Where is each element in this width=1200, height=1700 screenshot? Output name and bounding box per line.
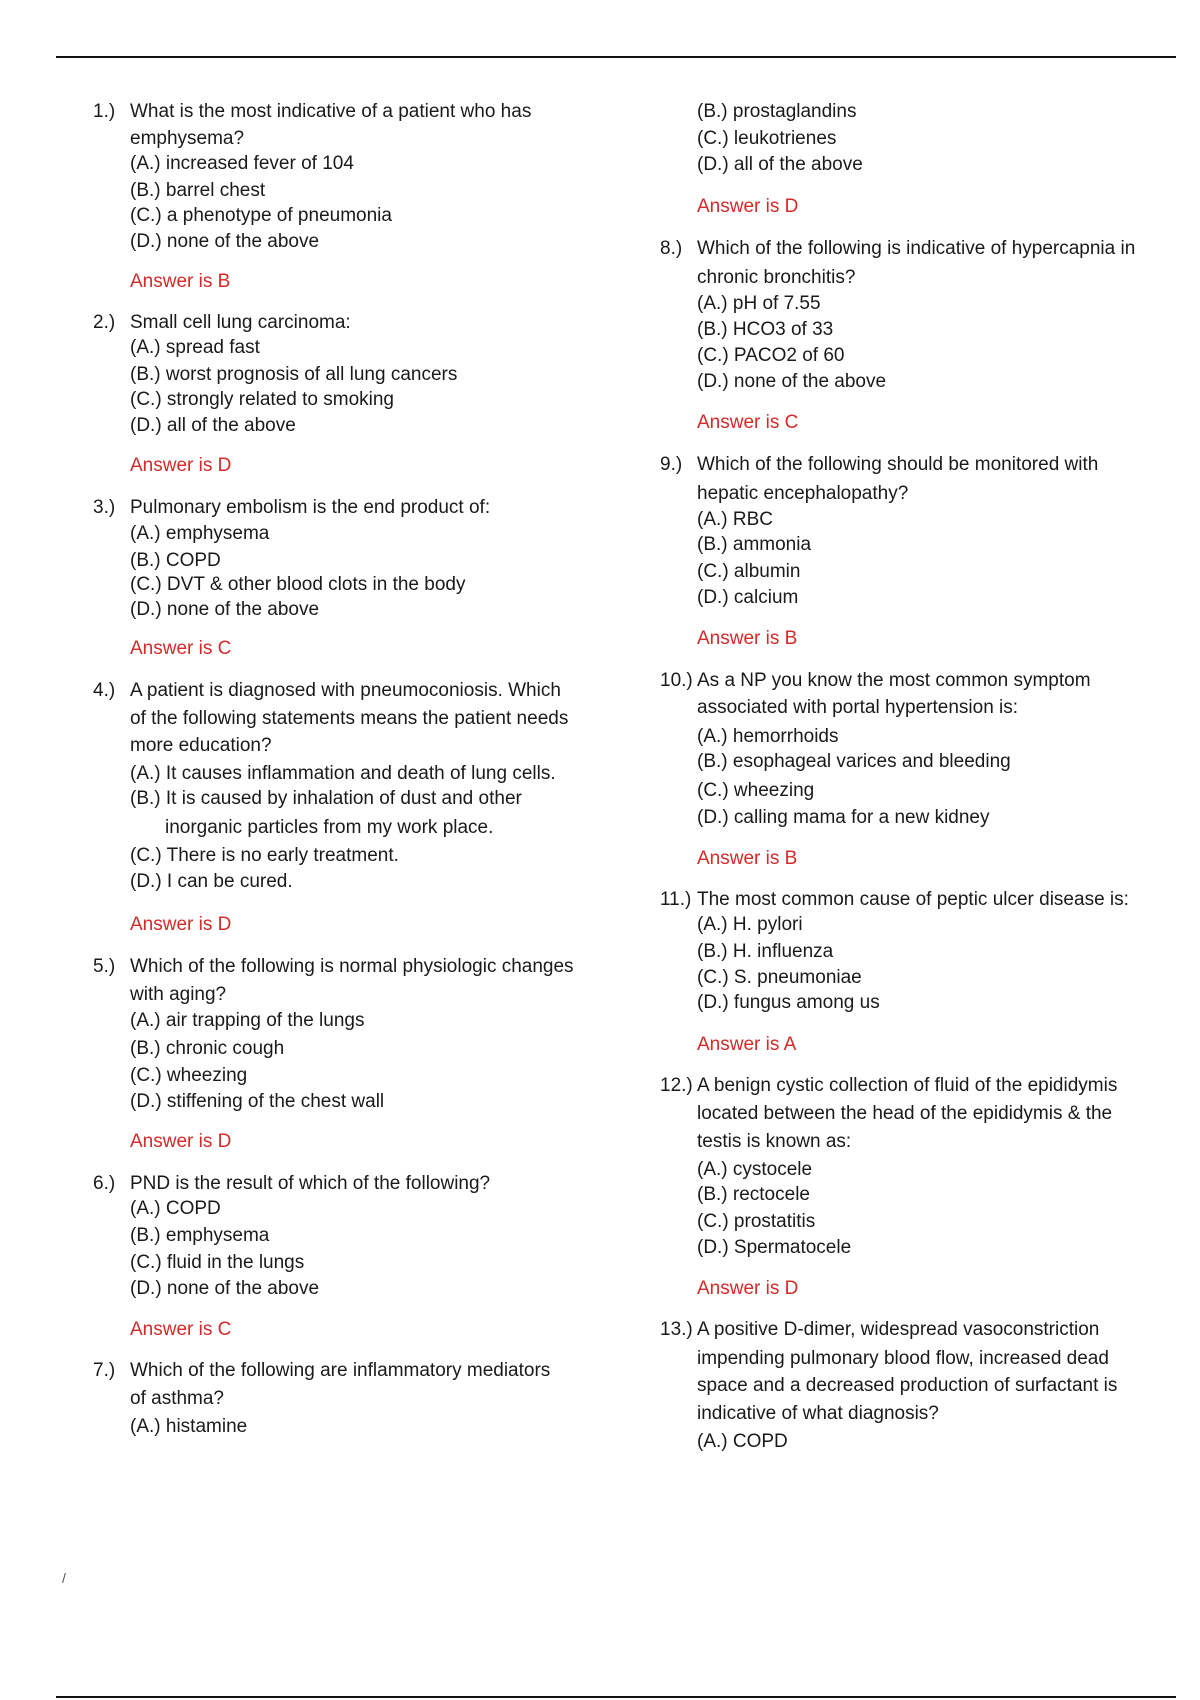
bottom-rule	[56, 1696, 1176, 1698]
question-7-option: (B.) prostaglandins	[697, 101, 857, 122]
question-10-answer: Answer is B	[697, 848, 798, 869]
question-3-option: (B.) COPD	[130, 550, 221, 571]
question-4-text-line: of the following statements means the patient needs	[130, 708, 569, 729]
question-4-answer: Answer is D	[130, 914, 232, 935]
question-13-option: (A.) COPD	[697, 1431, 788, 1452]
question-4-text-line: A patient is diagnosed with pneumoconiosis. Which	[130, 680, 561, 701]
question-3-option: (D.) none of the above	[130, 599, 320, 620]
question-5-text-line: with aging?	[130, 984, 227, 1005]
question-3-answer: Answer is C	[130, 638, 232, 659]
question-7-number: 7.)	[93, 1360, 116, 1381]
question-11-number: 11.)	[660, 889, 692, 910]
question-4-option: (D.) I can be cured.	[130, 871, 293, 892]
question-5-number: 5.)	[93, 956, 116, 977]
question-6-answer: Answer is C	[130, 1319, 232, 1340]
question-4-option: (C.) There is no early treatment.	[130, 845, 399, 866]
question-7-option: (C.) leukotrienes	[697, 128, 837, 149]
question-9-option: (D.) calcium	[697, 587, 799, 608]
question-8-option: (A.) pH of 7.55	[697, 293, 821, 314]
question-4-text-line: more education?	[130, 735, 272, 756]
top-rule	[56, 56, 1176, 58]
question-8-text-line: chronic bronchitis?	[697, 267, 856, 288]
question-11-option: (A.) H. pylori	[697, 914, 803, 935]
question-13-text-line: space and a decreased production of surfactant is	[697, 1375, 1118, 1396]
question-13-text-line: impending pulmonary blood flow, increased dead	[697, 1348, 1109, 1369]
question-3-text-line: Pulmonary embolism is the end product of:	[130, 497, 491, 518]
question-6-option: (C.) fluid in the lungs	[130, 1252, 305, 1273]
question-10-text-line: associated with portal hypertension is:	[697, 697, 1019, 718]
question-1-text-line: What is the most indicative of a patient who has	[130, 101, 532, 122]
question-1-option: (D.) none of the above	[130, 231, 320, 252]
question-4-number: 4.)	[93, 680, 116, 701]
question-8-option: (C.) PACO2 of 60	[697, 345, 845, 366]
question-6-option: (A.) COPD	[130, 1198, 221, 1219]
question-7-option: (A.) histamine	[130, 1416, 248, 1437]
question-7-option: (D.) all of the above	[697, 154, 863, 175]
question-10-option: (D.) calling mama for a new kidney	[697, 807, 990, 828]
question-12-answer: Answer is D	[697, 1278, 799, 1299]
question-3-option: (A.) emphysema	[130, 523, 270, 544]
question-10-option: (B.) esophageal varices and bleeding	[697, 751, 1011, 772]
question-10-option: (C.) wheezing	[697, 780, 815, 801]
question-8-option: (B.) HCO3 of 33	[697, 319, 834, 340]
question-11-answer: Answer is A	[697, 1034, 797, 1055]
question-2-answer: Answer is D	[130, 455, 232, 476]
question-8-option: (D.) none of the above	[697, 371, 887, 392]
question-12-option: (D.) Spermatocele	[697, 1237, 852, 1258]
question-11-option: (C.) S. pneumoniae	[697, 967, 862, 988]
question-11-option: (D.) fungus among us	[697, 992, 880, 1013]
question-12-text-line: located between the head of the epididymis & the	[697, 1103, 1113, 1124]
question-2-option: (C.) strongly related to smoking	[130, 389, 394, 410]
question-8-text-line: Which of the following is indicative of hypercapnia in	[697, 238, 1136, 259]
question-7-text-line: of asthma?	[130, 1388, 224, 1409]
question-6-number: 6.)	[93, 1173, 116, 1194]
question-6-option: (D.) none of the above	[130, 1278, 320, 1299]
question-5-text-line: Which of the following is normal physiologic changes	[130, 956, 574, 977]
question-7-text-line: Which of the following are inflammatory mediators	[130, 1360, 551, 1381]
question-5-option: (C.) wheezing	[130, 1065, 248, 1086]
question-1-number: 1.)	[93, 101, 116, 122]
question-11-text-line: The most common cause of peptic ulcer disease is:	[697, 889, 1129, 910]
question-3-number: 3.)	[93, 497, 116, 518]
question-13-text-line: indicative of what diagnosis?	[697, 1403, 939, 1424]
question-13-number: 13.)	[660, 1319, 693, 1340]
question-8-answer: Answer is C	[697, 412, 799, 433]
question-10-number: 10.)	[660, 670, 693, 691]
question-12-text-line: testis is known as:	[697, 1131, 852, 1152]
question-11-option: (B.) H. influenza	[697, 941, 834, 962]
question-9-option: (B.) ammonia	[697, 534, 812, 555]
question-6-text-line: PND is the result of which of the following?	[130, 1173, 491, 1194]
question-4-option: (B.) It is caused by inhalation of dust and other	[130, 788, 522, 809]
question-9-option: (C.) albumin	[697, 561, 801, 582]
question-5-option: (B.) chronic cough	[130, 1038, 285, 1059]
question-5-option: (A.) air trapping of the lungs	[130, 1010, 365, 1031]
question-2-number: 2.)	[93, 312, 116, 333]
question-9-text-line: hepatic encephalopathy?	[697, 483, 909, 504]
question-12-number: 12.)	[660, 1075, 693, 1096]
question-6-option: (B.) emphysema	[130, 1225, 270, 1246]
question-13-text-line: A positive D-dimer, widespread vasoconstriction	[697, 1319, 1100, 1340]
question-12-option: (A.) cystocele	[697, 1159, 813, 1180]
question-3-option: (C.) DVT & other blood clots in the body	[130, 574, 466, 595]
question-9-answer: Answer is B	[697, 628, 798, 649]
question-12-option: (C.) prostatitis	[697, 1211, 816, 1232]
question-1-option: (A.) increased fever of 104	[130, 153, 354, 174]
question-1-text-line: emphysema?	[130, 128, 245, 149]
question-4-option: inorganic particles from my work place.	[165, 817, 494, 838]
question-1-option: (C.) a phenotype of pneumonia	[130, 205, 392, 226]
question-9-number: 9.)	[660, 454, 683, 475]
question-8-number: 8.)	[660, 238, 683, 259]
question-4-option: (A.) It causes inflammation and death of lung cells.	[130, 763, 556, 784]
question-12-option: (B.) rectocele	[697, 1184, 810, 1205]
page-mark: /	[62, 1570, 66, 1586]
question-10-option: (A.) hemorrhoids	[697, 726, 839, 747]
question-5-answer: Answer is D	[130, 1131, 232, 1152]
question-5-option: (D.) stiffening of the chest wall	[130, 1091, 385, 1112]
question-2-option: (B.) worst prognosis of all lung cancers	[130, 364, 458, 385]
question-2-text-line: Small cell lung carcinoma:	[130, 312, 351, 333]
question-12-text-line: A benign cystic collection of fluid of the epididymis	[697, 1075, 1118, 1096]
question-9-option: (A.) RBC	[697, 509, 773, 530]
question-2-option: (A.) spread fast	[130, 337, 260, 358]
question-2-option: (D.) all of the above	[130, 415, 296, 436]
question-1-answer: Answer is B	[130, 271, 231, 292]
question-10-text-line: As a NP you know the most common symptom	[697, 670, 1091, 691]
question-7-answer: Answer is D	[697, 196, 799, 217]
question-9-text-line: Which of the following should be monitored with	[697, 454, 1099, 475]
question-1-option: (B.) barrel chest	[130, 180, 266, 201]
